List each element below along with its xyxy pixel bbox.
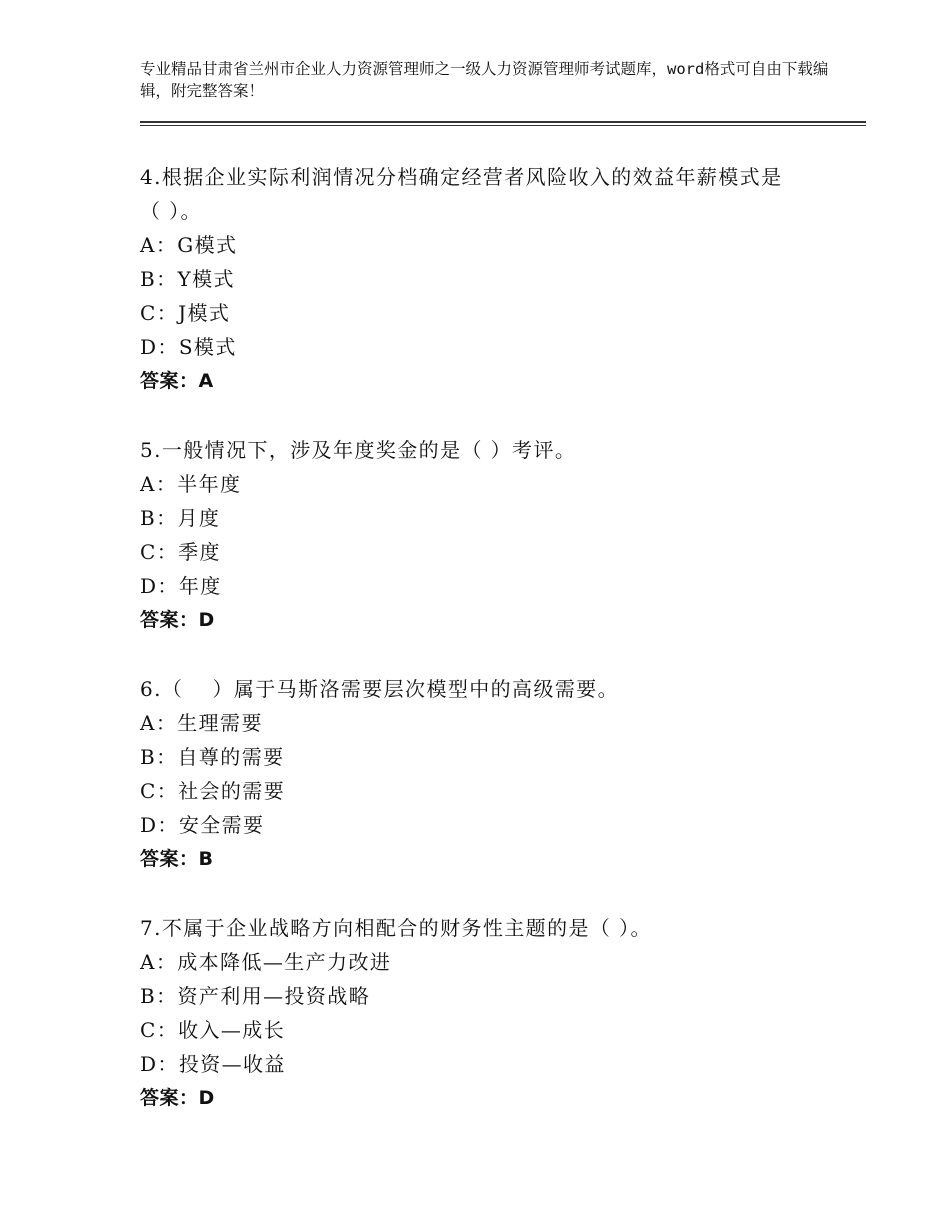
question-6 [140,672,840,876]
option-a: A：成本降低—生产力改进 [140,950,392,974]
answer: 答案：B [140,848,214,870]
question-stem: 4.根据企业实际利润情况分档确定经营者风险收入的效益年薪模式是 [140,165,783,189]
option-c: C：社会的需要 [140,779,286,803]
option-c: C：季度 [140,540,221,564]
option-d: D：年度 [140,574,222,598]
option-c: C：收入—成长 [140,1018,286,1042]
option-b: B：资产利用—投资战略 [140,984,371,1008]
option-d: D：投资—收益 [140,1052,286,1076]
question-stem: 5.一般情况下，涉及年度奖金的是（ ）考评。 [140,438,577,462]
question-7 [140,911,840,1115]
answer: 答案：D [140,609,215,631]
option-b: B：月度 [140,506,221,530]
option-a: A：半年度 [140,472,242,496]
question-stem-cont: （ ）。 [140,199,202,223]
header-divider [140,121,866,126]
option-a: A：G模式 [140,233,238,257]
question-4 [140,160,840,398]
header-title: 专业精品甘肃省兰州市企业人力资源管理师之一级人力资源管理师考试题库，word格式可自由下载编辑，附完整答案！ [140,60,829,100]
question-stem: 7.不属于企业战略方向相配合的财务性主题的是（ ）。 [140,916,652,940]
option-b: B：Y模式 [140,267,235,291]
option-d: D：S模式 [140,335,237,359]
option-d: D：安全需要 [140,813,265,837]
question-stem: 6.（ ）属于马斯洛需要层次模型中的高级需要。 [140,677,620,701]
option-a: A：生理需要 [140,711,263,735]
answer: 答案：D [140,1087,215,1109]
option-b: B：自尊的需要 [140,745,285,769]
document-header [140,58,830,102]
answer: 答案：A [140,370,214,392]
question-5 [140,433,840,637]
option-c: C：J模式 [140,301,231,325]
